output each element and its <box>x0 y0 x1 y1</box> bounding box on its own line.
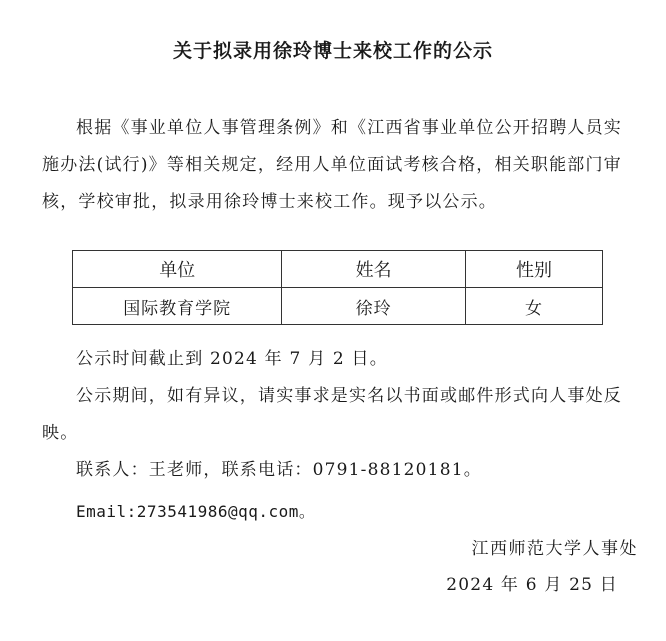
contact-paragraph: 联系人：王老师，联系电话：0791-88120181。 <box>76 460 482 480</box>
intro-paragraph: 根据《事业单位人事管理条例》和《江西省事业单位公开招聘人员实施办法(试行)》等相关规定，经用人单位面试考核合格，相关职能部门审核，学校审批，拟录用徐玲博士来校工作。现予以公示。 <box>42 118 622 212</box>
objection-paragraph: 公示期间，如有异议，请实事求是实名以书面或邮件形式向人事处反映。 <box>42 386 622 443</box>
header-name: 姓名 <box>282 251 466 288</box>
table-row <box>73 288 603 325</box>
signature-date: 2024 年 6 月 25 日 <box>446 575 618 595</box>
deadline-paragraph: 公示时间截止到 2024 年 7 月 2 日。 <box>76 349 388 369</box>
header-unit: 单位 <box>73 251 282 288</box>
table-header-row <box>73 251 603 288</box>
cell-name: 徐玲 <box>282 288 466 325</box>
candidate-table <box>72 250 603 325</box>
cell-gender: 女 <box>465 288 602 325</box>
signature-organization: 江西师范大学人事处 <box>471 539 638 559</box>
document-title: 关于拟录用徐玲博士来校工作的公示 <box>172 40 493 62</box>
header-gender: 性别 <box>465 251 602 288</box>
email-paragraph: Email:273541986@qq.com。 <box>76 502 316 521</box>
cell-unit: 国际教育学院 <box>73 288 282 325</box>
